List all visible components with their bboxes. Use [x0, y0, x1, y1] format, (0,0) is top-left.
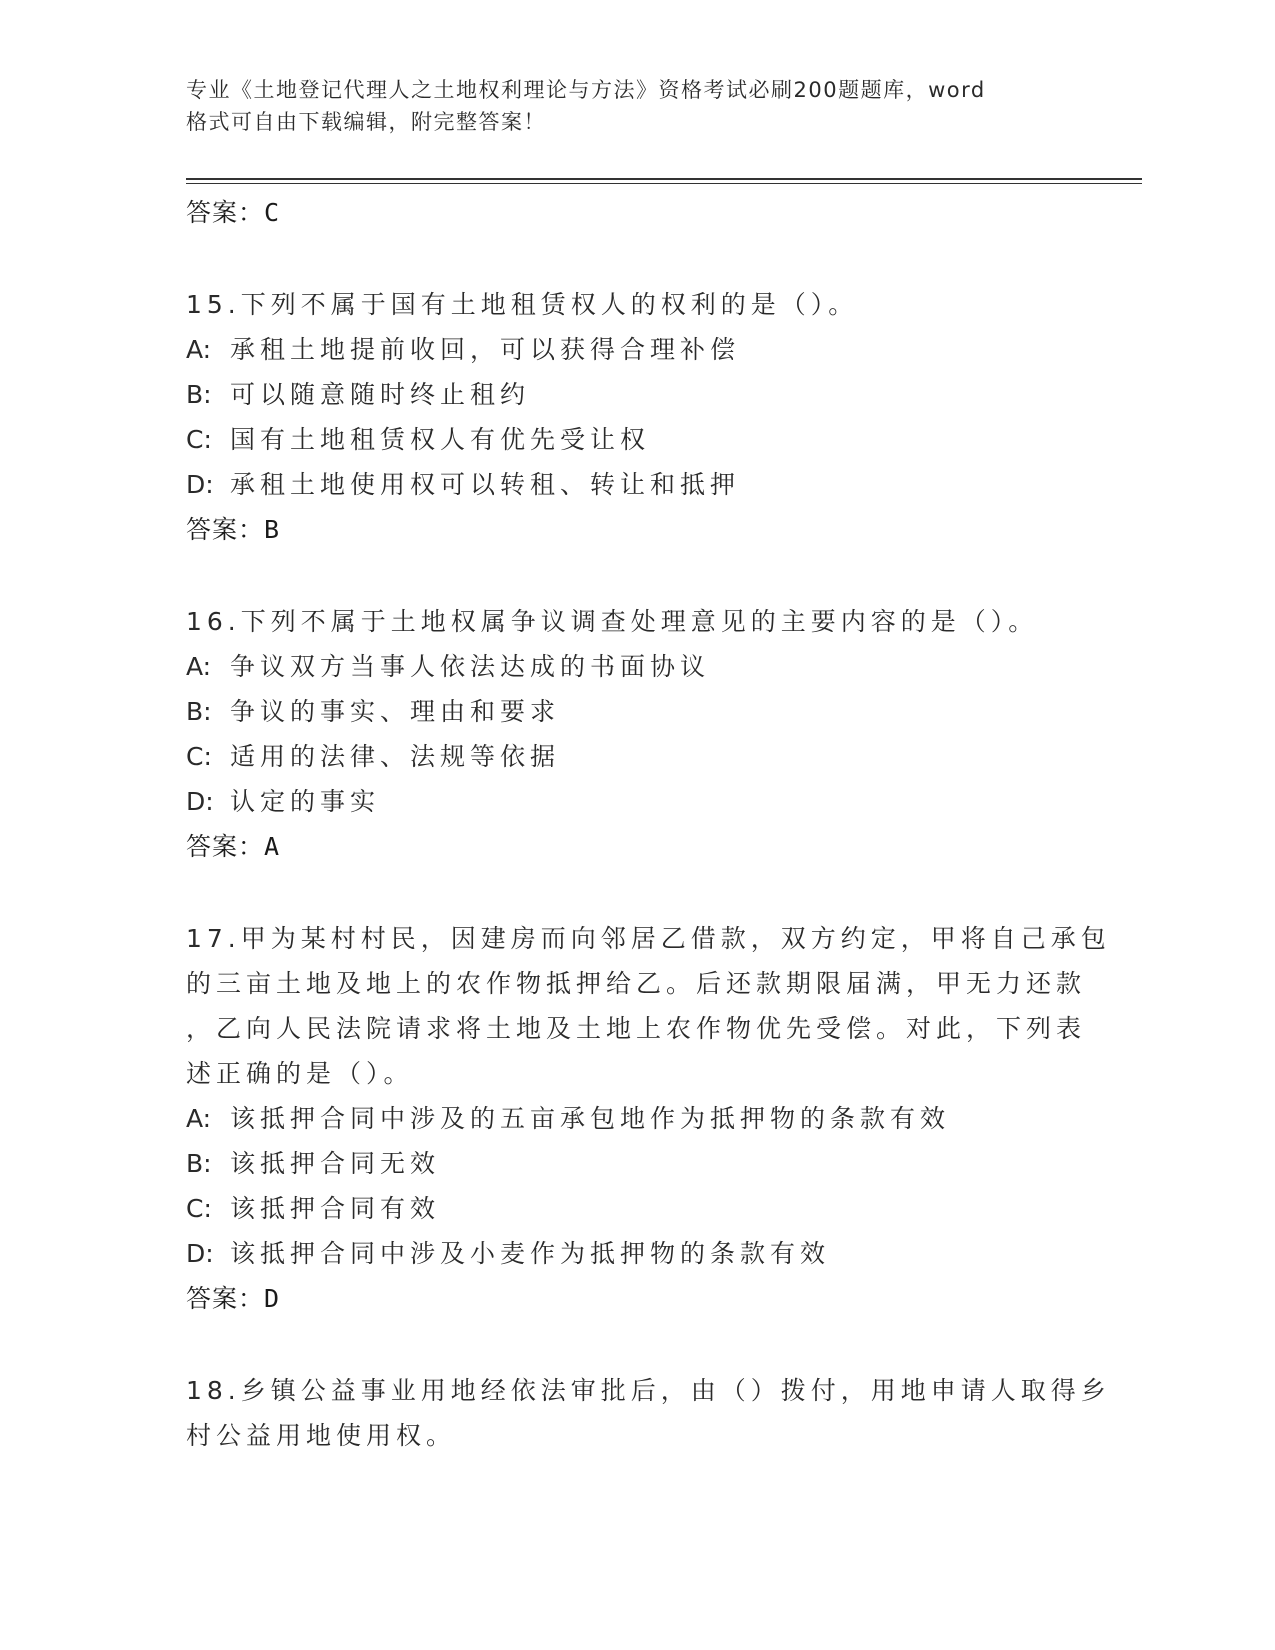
spacer [186, 553, 1086, 599]
spacer [186, 870, 1086, 916]
question-block [186, 599, 1086, 870]
option-d [186, 779, 1086, 824]
document-header [186, 74, 1066, 138]
answer-line [186, 507, 1086, 553]
option-text: 国有土地租赁权人有优先受让权 [230, 425, 651, 454]
option-letter: A: [186, 335, 212, 364]
option-letter: A: [186, 1104, 212, 1133]
answer-line [186, 1276, 1086, 1322]
option-a [186, 644, 1086, 689]
option-text: 适用的法律、法规等依据 [230, 742, 561, 771]
option-d [186, 462, 1086, 507]
option-text: 承租土地提前收回，可以获得合理补偿 [230, 335, 741, 364]
option-a [186, 327, 1086, 372]
header-divider-thin [186, 183, 1142, 184]
option-letter: B: [186, 380, 212, 409]
option-letter: C: [186, 1194, 212, 1223]
answer-value: B [264, 515, 281, 544]
answer-value: D [264, 1284, 281, 1313]
option-text: 认定的事实 [230, 787, 381, 816]
option-text: 可以随意随时终止租约 [230, 380, 531, 409]
question-stem: 的三亩土地及地上的农作物抵押给乙。后还款期限届满，甲无力还款 [186, 969, 1087, 998]
option-letter: C: [186, 742, 212, 771]
answer-value: A [264, 832, 281, 861]
answer-label: 答案： [186, 515, 265, 544]
option-letter: B: [186, 1149, 212, 1178]
option-text: 承租土地使用权可以转租、转让和抵押 [230, 470, 741, 499]
option-b [186, 372, 1086, 417]
option-a [186, 1096, 1086, 1141]
spacer [186, 1322, 1086, 1368]
option-letter: D: [186, 470, 214, 499]
question-block [186, 282, 1086, 553]
spacer [186, 236, 1086, 282]
question-stem: 17.甲为某村村民，因建房而向邻居乙借款，双方约定，甲将自己承包 [186, 924, 1111, 953]
question-stem: ，乙向人民法院请求将土地及土地上农作物优先受偿。对此，下列表 [186, 1014, 1087, 1043]
question-block [186, 916, 1111, 1322]
option-letter: B: [186, 697, 212, 726]
header-line-2: 格式可自由下载编辑，附完整答案！ [186, 110, 546, 134]
option-text: 争议的事实、理由和要求 [230, 697, 561, 726]
option-c [186, 417, 1086, 462]
option-text: 争议双方当事人依法达成的书面协议 [230, 652, 711, 681]
question-stem: 村公益用地使用权。 [186, 1421, 457, 1450]
answer-line [186, 824, 1086, 870]
question-stem: 18.乡镇公益事业用地经依法审批后，由（）拨付，用地申请人取得乡 [186, 1376, 1111, 1405]
question-list [186, 190, 1111, 1458]
answer-line [186, 190, 1086, 236]
option-b [186, 689, 1086, 734]
answer-value: C [264, 198, 281, 227]
option-letter: D: [186, 787, 214, 816]
option-c [186, 1186, 1086, 1231]
option-letter: D: [186, 1239, 214, 1268]
header-divider-thick [186, 178, 1142, 180]
option-b [186, 1141, 1086, 1186]
question-stem: 述正确的是（）。 [186, 1059, 414, 1088]
option-text: 该抵押合同有效 [230, 1194, 441, 1223]
answer-label: 答案： [186, 1284, 265, 1313]
option-d [186, 1231, 1086, 1276]
option-text: 该抵押合同中涉及小麦作为抵押物的条款有效 [230, 1239, 831, 1268]
answer-label: 答案： [186, 832, 265, 861]
option-text: 该抵押合同中涉及的五亩承包地作为抵押物的条款有效 [230, 1104, 951, 1133]
option-text: 该抵押合同无效 [230, 1149, 441, 1178]
header-line-1: 专业《土地登记代理人之土地权利理论与方法》资格考试必刷200题题库，word [186, 78, 986, 102]
option-c [186, 734, 1086, 779]
option-letter: C: [186, 425, 212, 454]
question-stem: 15.下列不属于国有土地租赁权人的权利的是（）。 [186, 290, 859, 319]
answer-label: 答案： [186, 198, 265, 227]
question-block [186, 1368, 1111, 1458]
question-stem: 16.下列不属于土地权属争议调查处理意见的主要内容的是（）。 [186, 607, 1039, 636]
option-letter: A: [186, 652, 212, 681]
